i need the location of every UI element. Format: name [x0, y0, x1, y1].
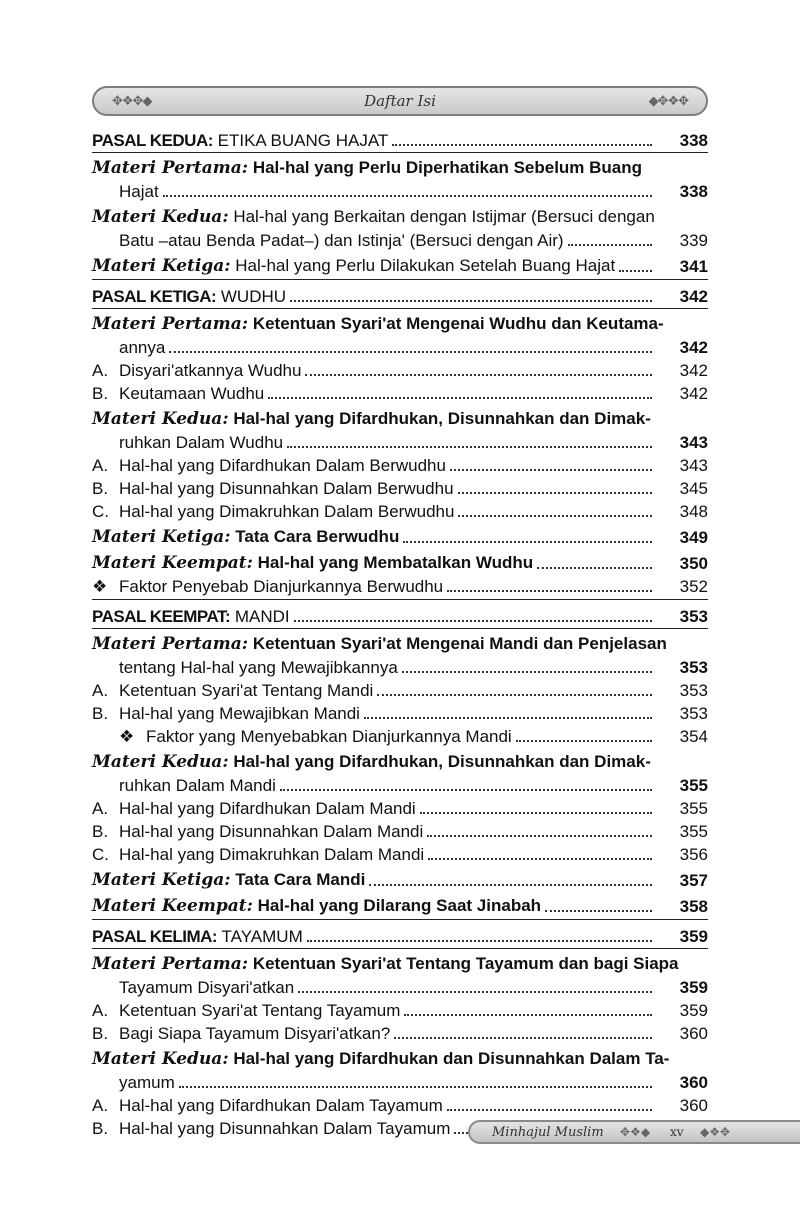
folio: xv [670, 1125, 684, 1139]
leader-dots [294, 620, 652, 622]
leader-dots [619, 270, 652, 272]
toc-item[interactable]: B. Bagi Siapa Tayamum Disyari'atkan? 360 [92, 1024, 708, 1043]
leader-dots [290, 300, 652, 302]
toc-section-materi-ketiga[interactable]: Materi Ketiga: Hal-hal yang Perlu Dilakukan Setelah Buang Hajat 341 [92, 254, 708, 280]
toc-section-materi-keempat[interactable]: Materi Keempat: Hal-hal yang Membatalkan Wudhu 350 [92, 553, 708, 573]
page-number: 355 [679, 799, 708, 818]
toc-section-materi-pertama[interactable]: Materi Pertama: Ketentuan Syari'at Mengenai Mandi dan Penjelasan tentang Hal-hal yang Mewajibkannya 353 [92, 634, 708, 677]
toc-item[interactable]: B. Hal-hal yang Mewajibkan Mandi 353 [92, 704, 708, 723]
leader-dots [305, 374, 652, 376]
toc-item[interactable]: A. Ketentuan Syari'at Tentang Mandi 353 [92, 681, 708, 700]
toc-section-materi-ketiga[interactable]: Materi Ketiga: Tata Cara Mandi 357 [92, 870, 708, 890]
toc-chapter-kedua[interactable]: PASAL KEDUA: ETIKA BUANG HAJAT 338 [92, 127, 708, 153]
page-number: 353 [679, 681, 708, 700]
page-number: 338 [679, 131, 708, 150]
header-title: Daftar Isi [364, 92, 436, 110]
page-number: 342 [679, 287, 708, 306]
leader-dots [447, 590, 652, 592]
leader-dots [392, 144, 652, 146]
ornament-right-icon: ◆✥❖✥ [648, 93, 688, 108]
page-number: 360 [679, 1024, 708, 1043]
toc-item[interactable]: ❖ Faktor Penyebab Dianjurkannya Berwudhu 352 [92, 575, 708, 600]
page-number: 343 [679, 456, 708, 475]
leader-dots [369, 884, 652, 886]
page-number: 359 [679, 1001, 708, 1020]
leader-dots [364, 717, 652, 719]
toc-section-materi-kedua[interactable]: Materi Kedua: Hal-hal yang Difardhukan dan Disunnahkan Dalam Ta- yamum 360 [92, 1049, 708, 1092]
toc-section-materi-pertama[interactable]: Materi Pertama: Ketentuan Syari'at Tentang Tayamum dan bagi Siapa Tayamum Disyari'atkan 359 [92, 954, 708, 997]
toc-section-materi-kedua[interactable]: Materi Kedua: Hal-hal yang Difardhukan, Disunnahkan dan Dimak- ruhkan Dalam Mandi 355 [92, 752, 708, 795]
leader-dots [402, 671, 652, 673]
leader-dots [280, 789, 652, 791]
page-number: 353 [679, 607, 708, 626]
leader-dots [307, 940, 652, 942]
ornament-icon: ◆❖✥ [700, 1125, 731, 1139]
leader-dots [447, 1109, 652, 1111]
page-number: 342 [679, 384, 708, 403]
toc-item[interactable]: A. Ketentuan Syari'at Tentang Tayamum 359 [92, 1001, 708, 1020]
toc-section-materi-kedua[interactable]: Materi Kedua: Hal-hal yang Berkaitan dengan Istijmar (Bersuci dengan Batu –atau Benda Padat–) dan Istinja' (Bersuci dengan Air) 339 [92, 207, 708, 250]
leader-dots [298, 991, 652, 993]
toc-item[interactable]: C. Hal-hal yang Dimakruhkan Dalam Berwudhu 348 [92, 502, 708, 521]
page-number: 342 [679, 338, 708, 357]
page-number: 342 [679, 361, 708, 380]
toc-section-materi-pertama[interactable]: Materi Pertama: Ketentuan Syari'at Mengenai Wudhu dan Keutama- annya 342 [92, 314, 708, 357]
leader-dots [287, 446, 652, 448]
toc-chapter-kelima[interactable]: PASAL KELIMA: TAYAMUM 359 [92, 923, 708, 949]
leader-dots [427, 835, 652, 837]
leader-dots [420, 812, 652, 814]
leader-dots [458, 515, 652, 517]
toc-item[interactable]: A. Disyari'atkannya Wudhu 342 [92, 361, 708, 380]
toc-section-materi-pertama[interactable]: Materi Pertama: Hal-hal yang Perlu Diperhatikan Sebelum Buang Hajat 338 [92, 158, 708, 201]
toc-item[interactable]: A. Hal-hal yang Difardhukan Dalam Mandi 355 [92, 799, 708, 818]
leader-dots [179, 1086, 652, 1088]
page-number: 350 [679, 554, 708, 573]
leader-dots [537, 567, 652, 569]
toc-chapter-ketiga[interactable]: PASAL KETIGA: WUDHU 342 [92, 283, 708, 309]
toc-chapter-keempat[interactable]: PASAL KEEMPAT: MANDI 353 [92, 603, 708, 629]
toc-item[interactable]: B. Keutamaan Wudhu 342 [92, 384, 708, 403]
toc-section-materi-keempat[interactable]: Materi Keempat: Hal-hal yang Dilarang Saat Jinabah 358 [92, 894, 708, 920]
toc-item[interactable]: B. Hal-hal yang Disunnahkan Dalam Tayamum [92, 1117, 708, 1140]
page-number: 355 [679, 822, 708, 841]
leader-dots [403, 541, 652, 543]
toc-item[interactable]: ❖ Faktor yang Menyebabkan Dianjurkannya Mandi 354 [119, 727, 708, 746]
toc-section-materi-ketiga[interactable]: Materi Ketiga: Tata Cara Berwudhu 349 [92, 527, 708, 547]
page-number: 349 [679, 528, 708, 547]
page-number: 354 [679, 727, 708, 746]
running-footer [468, 1120, 800, 1144]
toc-item[interactable]: A. Hal-hal yang Difardhukan Dalam Tayamum 360 [92, 1096, 708, 1115]
page-number: 355 [679, 776, 708, 795]
page-number: 359 [679, 978, 708, 997]
page-number: 357 [679, 871, 708, 890]
leader-dots [458, 492, 652, 494]
leader-dots [404, 1014, 652, 1016]
page-number: 345 [679, 479, 708, 498]
page-number: 341 [679, 257, 708, 276]
page-number: 348 [679, 502, 708, 521]
page-number: 356 [679, 845, 708, 864]
leader-dots [568, 244, 652, 246]
page-number: 353 [679, 704, 708, 723]
page-number: 343 [679, 433, 708, 452]
diamond-bullet-icon: ❖ [119, 727, 135, 746]
page-number: 353 [679, 658, 708, 677]
toc-item[interactable]: C. Hal-hal yang Dimakruhkan Dalam Mandi 356 [92, 845, 708, 864]
page-number: 359 [679, 927, 708, 946]
leader-dots [516, 740, 652, 742]
toc-item[interactable]: B. Hal-hal yang Disunnahkan Dalam Berwudhu 345 [92, 479, 708, 498]
leader-dots [394, 1037, 652, 1039]
leader-dots [169, 351, 652, 353]
running-header [92, 86, 708, 116]
leader-dots [428, 858, 652, 860]
leader-dots [450, 469, 652, 471]
leader-dots [545, 910, 652, 912]
page-number: 338 [679, 182, 708, 201]
page-number: 358 [679, 897, 708, 916]
leader-dots [268, 397, 652, 399]
book-title: Minhajul Muslim [492, 1125, 604, 1140]
page-number: 339 [679, 231, 708, 250]
toc-item[interactable]: B. Hal-hal yang Disunnahkan Dalam Mandi 355 [92, 822, 708, 841]
ornament-left-icon: ✥❖✥◆ [112, 93, 152, 108]
table-of-contents [92, 127, 708, 1140]
leader-dots [377, 694, 652, 696]
toc-item[interactable]: A. Hal-hal yang Difardhukan Dalam Berwudhu 343 [92, 456, 708, 475]
page-number: 352 [679, 577, 708, 596]
leader-dots [163, 195, 652, 197]
toc-section-materi-kedua[interactable]: Materi Kedua: Hal-hal yang Difardhukan, Disunnahkan dan Dimak- ruhkan Dalam Wudhu 343 [92, 409, 708, 452]
page-number: 360 [679, 1096, 708, 1115]
page-number: 360 [679, 1073, 708, 1092]
ornament-icon: ✥❖◆ [620, 1125, 651, 1139]
diamond-bullet-icon: ❖ [92, 577, 108, 596]
